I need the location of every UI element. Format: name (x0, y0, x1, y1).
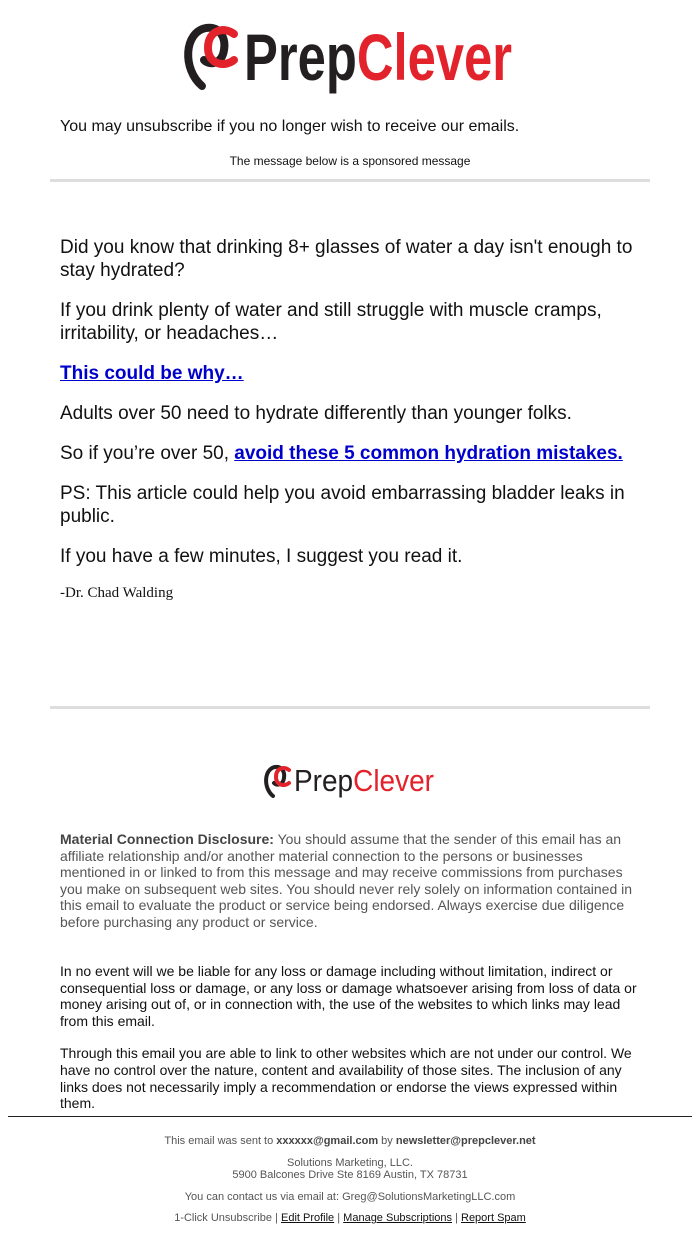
links-paragraph: Through this email you are able to link to other websites which are not under our control. We have no control over the nature, content and availability of those sites. The inclusion of any links does not necessarily imply a recommendation or endorse the views expressed within them. (60, 1045, 632, 1112)
unsubscribe-note: You may unsubscribe if you no longer wish to receive our emails. (60, 118, 520, 135)
report-spam-link[interactable]: Report Spam (461, 1212, 526, 1224)
paragraph: If you have a few minutes, I suggest you read it. (60, 546, 463, 567)
liability-paragraph: In no event will we be liable for any loss or damage including without limitation, indirect or consequential loss or damage, or any loss or damage whatsoever arising from loss of data or money arising out of, or in connection with, the use of the websites to which links may lead from this email. (60, 963, 637, 1029)
divider (50, 179, 650, 182)
prepclever-logo-footer (262, 760, 443, 800)
paragraph: Did you know that drinking 8+ glasses of water a day isn't enough to stay hydrated? (60, 237, 633, 281)
company-address: Solutions Marketing, LLC. 5900 Balcones Drive Ste 8169 Austin, TX 78731 (232, 1156, 468, 1181)
paragraph: So if you’re over 50, avoid these 5 common hydration mistakes. (60, 443, 623, 464)
sent-to-line: This email was sent to xxxxxx@gmail.com by newsletter@prepclever.net (164, 1135, 536, 1147)
footer-divider (8, 1116, 692, 1117)
manage-subscriptions-link[interactable]: Manage Subscriptions (343, 1212, 453, 1224)
hydration-mistakes-link[interactable]: avoid these 5 common hydration mistakes. (234, 443, 623, 464)
footer (0, 1135, 700, 1234)
footer-links: 1-Click Unsubscribe | Edit Profile | Manage Subscriptions | Report Spam (174, 1212, 526, 1224)
paragraph: If you drink plenty of water and still struggle with muscle cramps, irritability, or headaches… (60, 300, 602, 344)
svg-text:PrepClever: PrepClever (294, 763, 443, 798)
paragraph: PS: This article could help you avoid embarrassing bladder leaks in public. (60, 483, 625, 527)
prepclever-logo (180, 14, 559, 94)
message-body (60, 236, 640, 622)
signature: -Dr. Chad Walding (60, 585, 174, 601)
contact-line: You can contact us via email at: Greg@SolutionsMarketingLLC.com (184, 1190, 516, 1203)
divider (50, 706, 650, 709)
logo-mark-icon (188, 28, 234, 86)
paragraph: Adults over 50 need to hydrate differently than younger folks. (60, 403, 572, 424)
sponsored-note: The message below is a sponsored message (229, 154, 471, 168)
legal-notice (60, 963, 645, 1128)
logo-mark-icon (266, 767, 289, 796)
one-click-unsubscribe[interactable]: 1-Click Unsubscribe (174, 1212, 272, 1224)
svg-text:PrepClever: PrepClever (244, 20, 559, 94)
material-disclosure: Material Connection Disclosure: You should assume that the sender of this email has an affiliate relationship and/or another material connection to the persons or businesses mentioned in or linked to from this message and may receive commissions from purchases you make on subsequent web sites. You should never rely solely on information contained in this email to evaluate the product or service being endorsed. Always exercise due diligence before purchasing any product or service. (60, 831, 633, 930)
edit-profile-link[interactable]: Edit Profile (280, 1212, 335, 1224)
article-link[interactable]: This could be why… (60, 363, 244, 384)
